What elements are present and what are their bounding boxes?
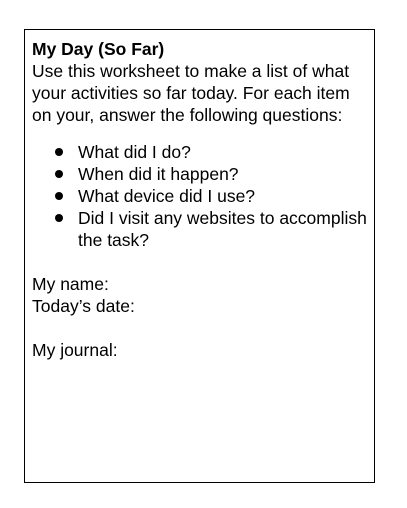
question-text: Did I visit any websites to accomplish the task? <box>78 208 367 250</box>
journal-label: My journal: <box>32 340 118 360</box>
bullet-icon <box>55 214 63 222</box>
question-text: What device did I use? <box>78 186 256 206</box>
bullet-icon <box>55 148 63 156</box>
question-item <box>32 141 367 163</box>
spacer <box>32 251 367 273</box>
question-item <box>32 207 367 251</box>
question-item <box>32 185 367 207</box>
question-list <box>32 141 367 251</box>
name-label: My name: <box>32 274 109 294</box>
bullet-icon <box>55 170 63 178</box>
question-text: When did it happen? <box>78 164 239 184</box>
worksheet-box <box>24 29 375 483</box>
worksheet-intro: Use this worksheet to make a list of what your activities so far today. For each item on your, answer the following questions: <box>32 61 350 125</box>
question-item <box>32 163 367 185</box>
bullet-icon <box>55 192 63 200</box>
date-label: Today’s date: <box>32 296 135 316</box>
question-text: What did I do? <box>78 142 191 162</box>
spacer <box>32 317 367 339</box>
worksheet-title: My Day (So Far) <box>32 39 165 59</box>
